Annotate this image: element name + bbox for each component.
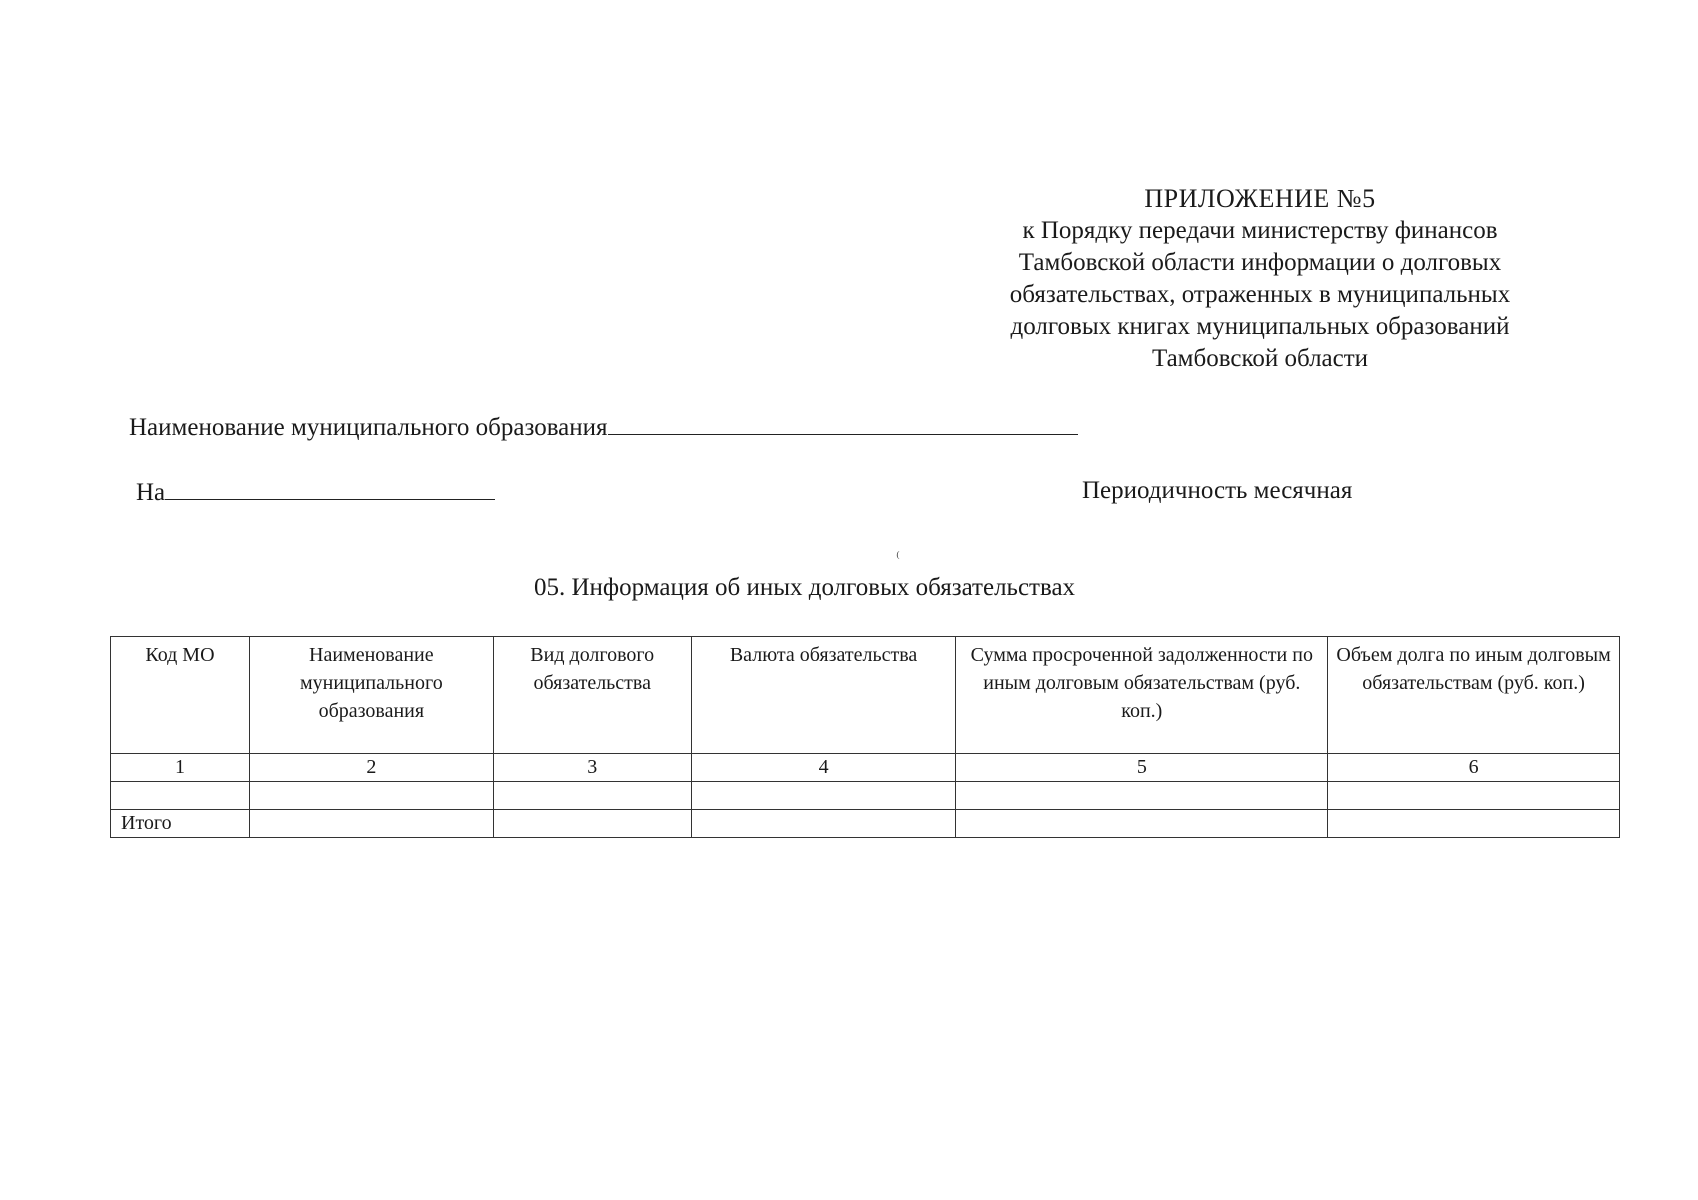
total-cell[interactable]	[1328, 810, 1620, 838]
table-row	[111, 782, 1620, 810]
column-number: 5	[956, 754, 1328, 782]
table-cell[interactable]	[1328, 782, 1620, 810]
column-number: 4	[691, 754, 956, 782]
scan-speck: ⁽	[896, 550, 900, 567]
header-obligation-type: Вид долгового обязательства	[493, 637, 691, 754]
date-blank-line[interactable]	[165, 477, 495, 500]
column-number-row	[111, 754, 1620, 782]
total-cell[interactable]	[493, 810, 691, 838]
appendix-line: к Порядку передачи министерству финансов	[1022, 217, 1498, 244]
mo-name-field	[129, 412, 1078, 442]
appendix-block	[960, 183, 1560, 375]
total-cell[interactable]	[691, 810, 956, 838]
date-label: На	[136, 479, 166, 506]
mo-name-blank-line[interactable]	[608, 412, 1078, 435]
appendix-line: Тамбовской области	[1151, 345, 1369, 372]
appendix-line: долговых книгах муниципальных образований	[1010, 313, 1510, 340]
total-row	[111, 810, 1620, 838]
date-field	[136, 477, 495, 507]
table-cell[interactable]	[249, 782, 493, 810]
header-currency: Валюта обязательства	[691, 637, 956, 754]
periodicity-text: Периодичность месячная	[1082, 477, 1353, 504]
total-cell[interactable]	[956, 810, 1328, 838]
table-cell[interactable]	[691, 782, 956, 810]
column-number: 6	[1328, 754, 1620, 782]
total-label: Итого	[111, 810, 250, 838]
header-debt-volume: Объем долга по иным долговым обязательствам (руб. коп.)	[1328, 637, 1620, 754]
section-title: 05. Информация об иных долговых обязательствах	[534, 574, 1076, 601]
appendix-line: обязательствах, отраженных в муниципальных	[1009, 281, 1511, 308]
table-cell[interactable]	[956, 782, 1328, 810]
column-number: 2	[249, 754, 493, 782]
column-number: 1	[111, 754, 250, 782]
mo-name-label: Наименование муниципального образования	[129, 414, 608, 441]
column-number: 3	[493, 754, 691, 782]
appendix-line: Тамбовской области информации о долговых	[1018, 249, 1502, 276]
appendix-title: ПРИЛОЖЕНИЕ №5	[1144, 184, 1376, 213]
debt-table	[110, 636, 1620, 838]
table-header-row	[111, 637, 1620, 754]
total-cell[interactable]	[249, 810, 493, 838]
table-cell[interactable]	[111, 782, 250, 810]
header-mo-name: Наименование муниципального образования	[249, 637, 493, 754]
header-code-mo: Код МО	[111, 637, 250, 754]
header-overdue-sum: Сумма просроченной задолженности по иным долговым обязательствам (руб. коп.)	[956, 637, 1328, 754]
table-cell[interactable]	[493, 782, 691, 810]
